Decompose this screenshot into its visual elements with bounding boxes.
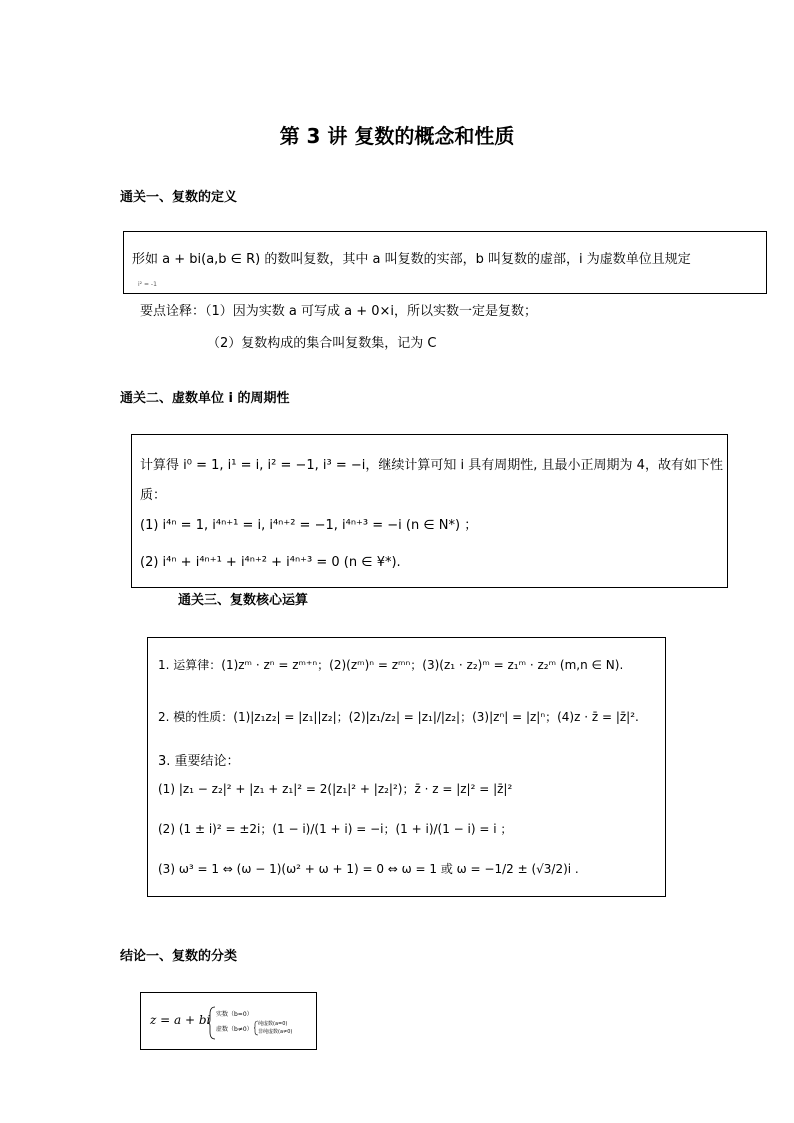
rule-3: 3. 重要结论： [158,754,240,769]
section-heading-periodicity: 通关二、虚数单位 i 的周期性 [120,391,290,406]
periodicity-line-2: 质： [140,488,167,503]
conclusion-3: (3) ω³ = 1 ⇔ (ω − 1)(ω² + ω + 1) = 0 ⇔ ω = 1 或 ω = −1/2 ± (√3/2)i . [158,862,579,876]
note-1: 要点诠释：（1）因为实数 a 可写成 a + 0×i，所以实数一定是复数； [140,304,538,319]
section-heading-classification: 结论一、复数的分类 [120,949,238,964]
page-title: 第 3 讲 复数的概念和性质 [279,124,515,148]
classification-lhs: z = a + bi [150,1013,211,1027]
definition-line: 形如 a + bi(a,b ∈ R) 的数叫复数，其中 a 叫复数的实部，b 叫复数的虚部，i 为虚数单位且规定 [132,252,691,267]
definition-box [123,231,767,294]
section-heading-definition: 通关一、复数的定义 [120,190,238,205]
rule-1: 1. 运算律：(1)zᵐ · zⁿ = zᵐ⁺ⁿ；(2)(zᵐ)ⁿ = zᵐⁿ；(3)(z₁ · z₂)ᵐ = z₁ᵐ · z₂ᵐ (m,n ∈ N). [158,658,624,672]
operations-box [147,637,666,897]
note-2: （2）复数构成的集合叫复数集，记为 C [207,336,437,351]
branch-real: 实数（b=0） [216,1011,253,1018]
conclusion-1: (1) |z₁ − z₂|² + |z₁ + z₁|² = 2(|z₁|² + |z₂|²)；z̄ · z = |z|² = |z̄|² [158,782,513,796]
section-heading-operations: 通关三、复数核心运算 [178,593,309,608]
rule-2: 2. 模的性质：(1)|z₁z₂| = |z₁||z₂|；(2)|z₁/z₂| = |z₁|/|z₂|；(3)|zⁿ| = |z|ⁿ；(4)z · z̄ = |z̄|². [158,710,639,724]
definition-line-cut: i² = -1 [138,281,157,288]
branch-non-pure-imaginary: 非纯虚数(a≠0) [258,1029,293,1035]
conclusion-2: (2) (1 ± i)² = ±2i；(1 − i)/(1 + i) = −i；(1 + i)/(1 − i) = i ； [158,822,513,836]
classification-box [140,992,317,1050]
periodicity-line-4: (2) i⁴ⁿ + i⁴ⁿ⁺¹ + i⁴ⁿ⁺² + i⁴ⁿ⁺³ = 0 (n ∈ ¥*). [140,555,401,570]
branch-pure-imaginary: 纯虚数(a=0) [258,1021,288,1027]
periodicity-line-1: 计算得 i⁰ = 1, i¹ = i, i² = −1, i³ = −i，继续计算可知 i 具有周期性, 且最小正周期为 4，故有如下性 [140,458,723,473]
periodicity-box [131,434,728,588]
branch-imaginary: 虚数（b≠0） [216,1026,253,1033]
periodicity-line-3: (1) i⁴ⁿ = 1, i⁴ⁿ⁺¹ = i, i⁴ⁿ⁺² = −1, i⁴ⁿ⁺³ = −i (n ∈ N*) ； [140,518,478,533]
